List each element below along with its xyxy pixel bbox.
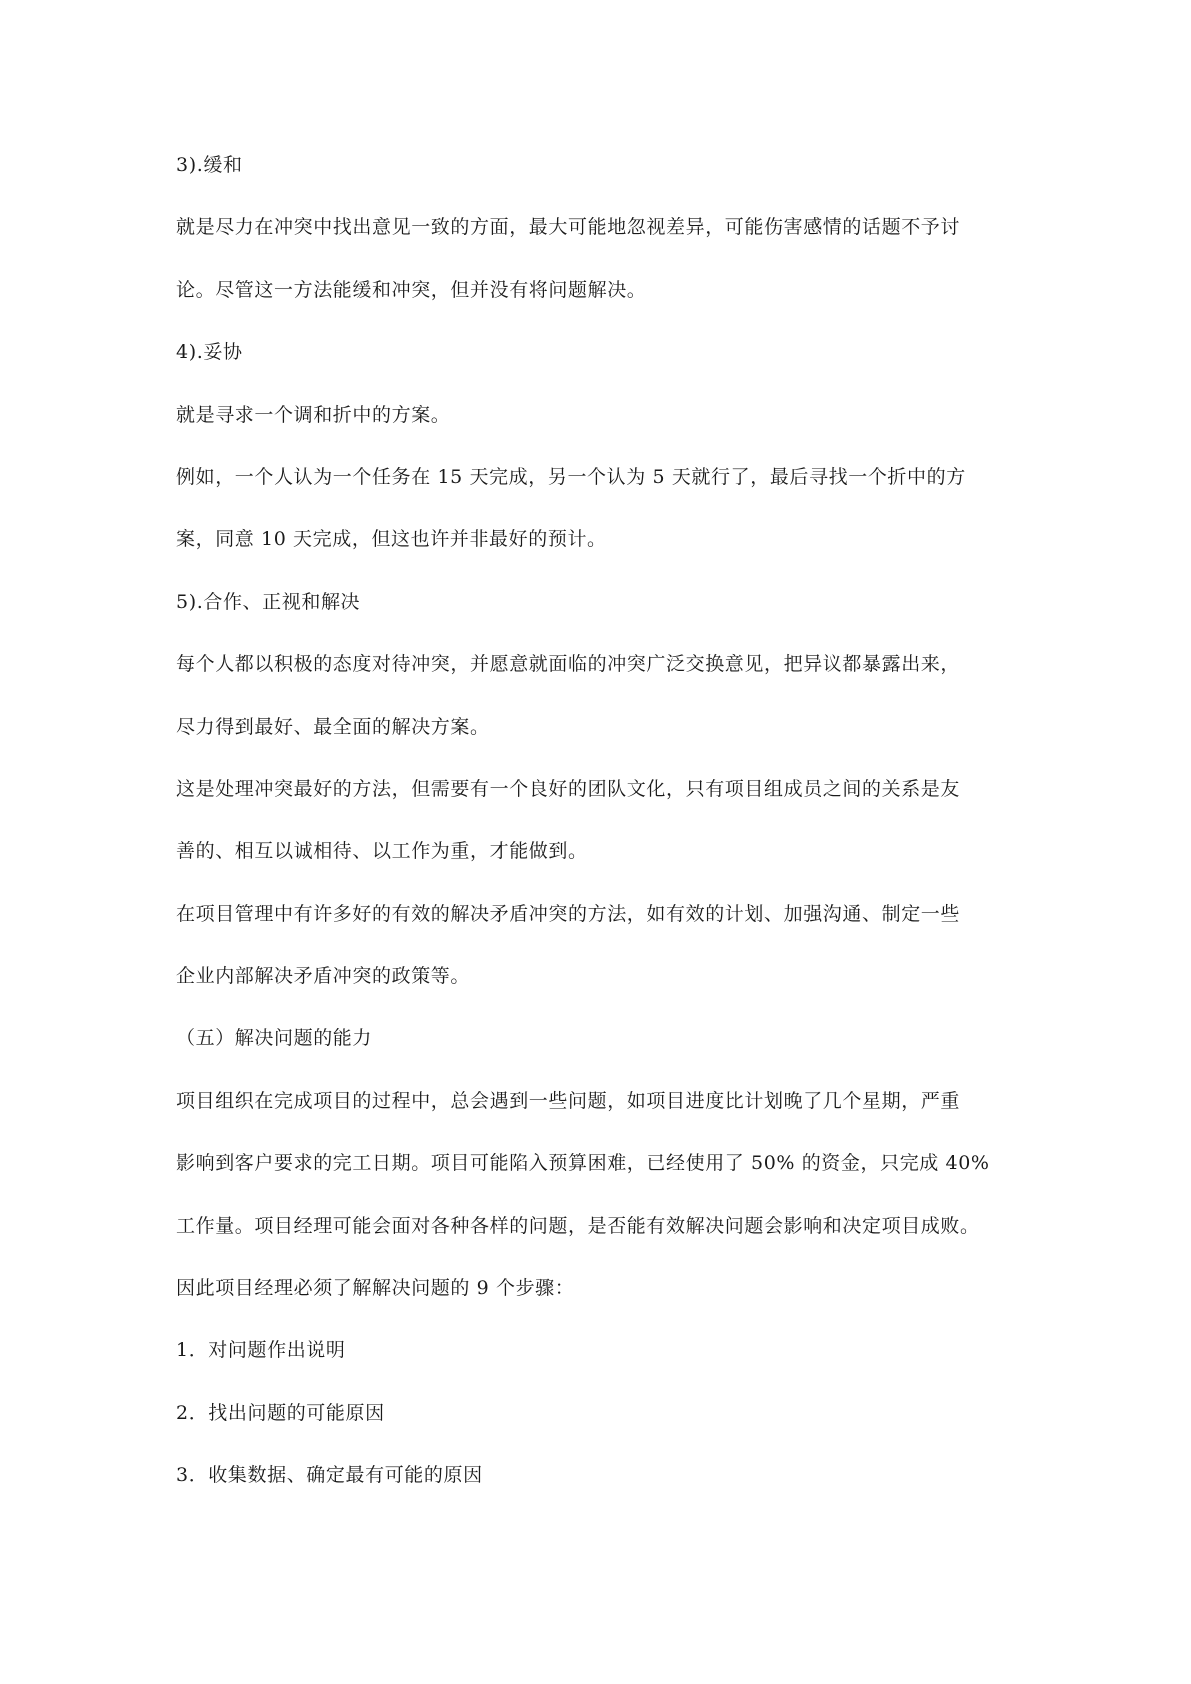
list-item: 2．找出问题的可能原因	[176, 1401, 385, 1424]
paragraph-line: 论。尽管这一方法能缓和冲突，但并没有将问题解决。	[176, 278, 647, 301]
section-heading-problem-solving: （五）解决问题的能力	[176, 1027, 373, 1050]
list-item: 1．对问题作出说明	[176, 1339, 346, 1362]
paragraph-line: 因此项目经理必须了解解决问题的 9 个步骤：	[176, 1277, 575, 1300]
paragraph-line: 就是寻求一个调和折中的方案。	[176, 403, 451, 426]
paragraph-line: 在项目管理中有许多好的有效的解决矛盾冲突的方法，如有效的计划、加强沟通、制定一些	[176, 902, 961, 925]
paragraph-line: 项目组织在完成项目的过程中，总会遇到一些问题，如项目进度比计划晚了几个星期，严重	[176, 1089, 961, 1112]
paragraph-line: 尽力得到最好、最全面的解决方案。	[176, 715, 490, 738]
paragraph-line: 工作量。项目经理可能会面对各种各样的问题，是否能有效解决问题会影响和决定项目成败。	[176, 1214, 980, 1237]
paragraph-line: 企业内部解决矛盾冲突的政策等。	[176, 965, 471, 988]
paragraph-line: 案，同意 10 天完成，但这也许并非最好的预计。	[176, 528, 607, 551]
paragraph-line: 例如，一个人认为一个任务在 15 天完成，另一个认为 5 天就行了，最后寻找一个折中的方	[176, 465, 966, 488]
paragraph-line: 影响到客户要求的完工日期。项目可能陷入预算困难，已经使用了 50% 的资金，只完成 40%	[176, 1152, 990, 1175]
heading-compromise: 4).妥协	[176, 341, 243, 364]
document-body	[176, 152, 1026, 1525]
heading-mitigation: 3).缓和	[176, 154, 243, 176]
heading-cooperation: 5).合作、正视和解决	[176, 590, 361, 613]
paragraph-line: 善的、相互以诚相待、以工作为重，才能做到。	[176, 840, 588, 863]
paragraph-line: 这是处理冲突最好的方法，但需要有一个良好的团队文化，只有项目组成员之间的关系是友	[176, 777, 961, 800]
paragraph-line: 就是尽力在冲突中找出意见一致的方面，最大可能地忽视差异，可能伤害感情的话题不予讨	[176, 216, 961, 239]
list-item: 3．收集数据、确定最有可能的原因	[176, 1464, 483, 1487]
paragraph-line: 每个人都以积极的态度对待冲突，并愿意就面临的冲突广泛交换意见，把异议都暴露出来，	[176, 653, 961, 676]
